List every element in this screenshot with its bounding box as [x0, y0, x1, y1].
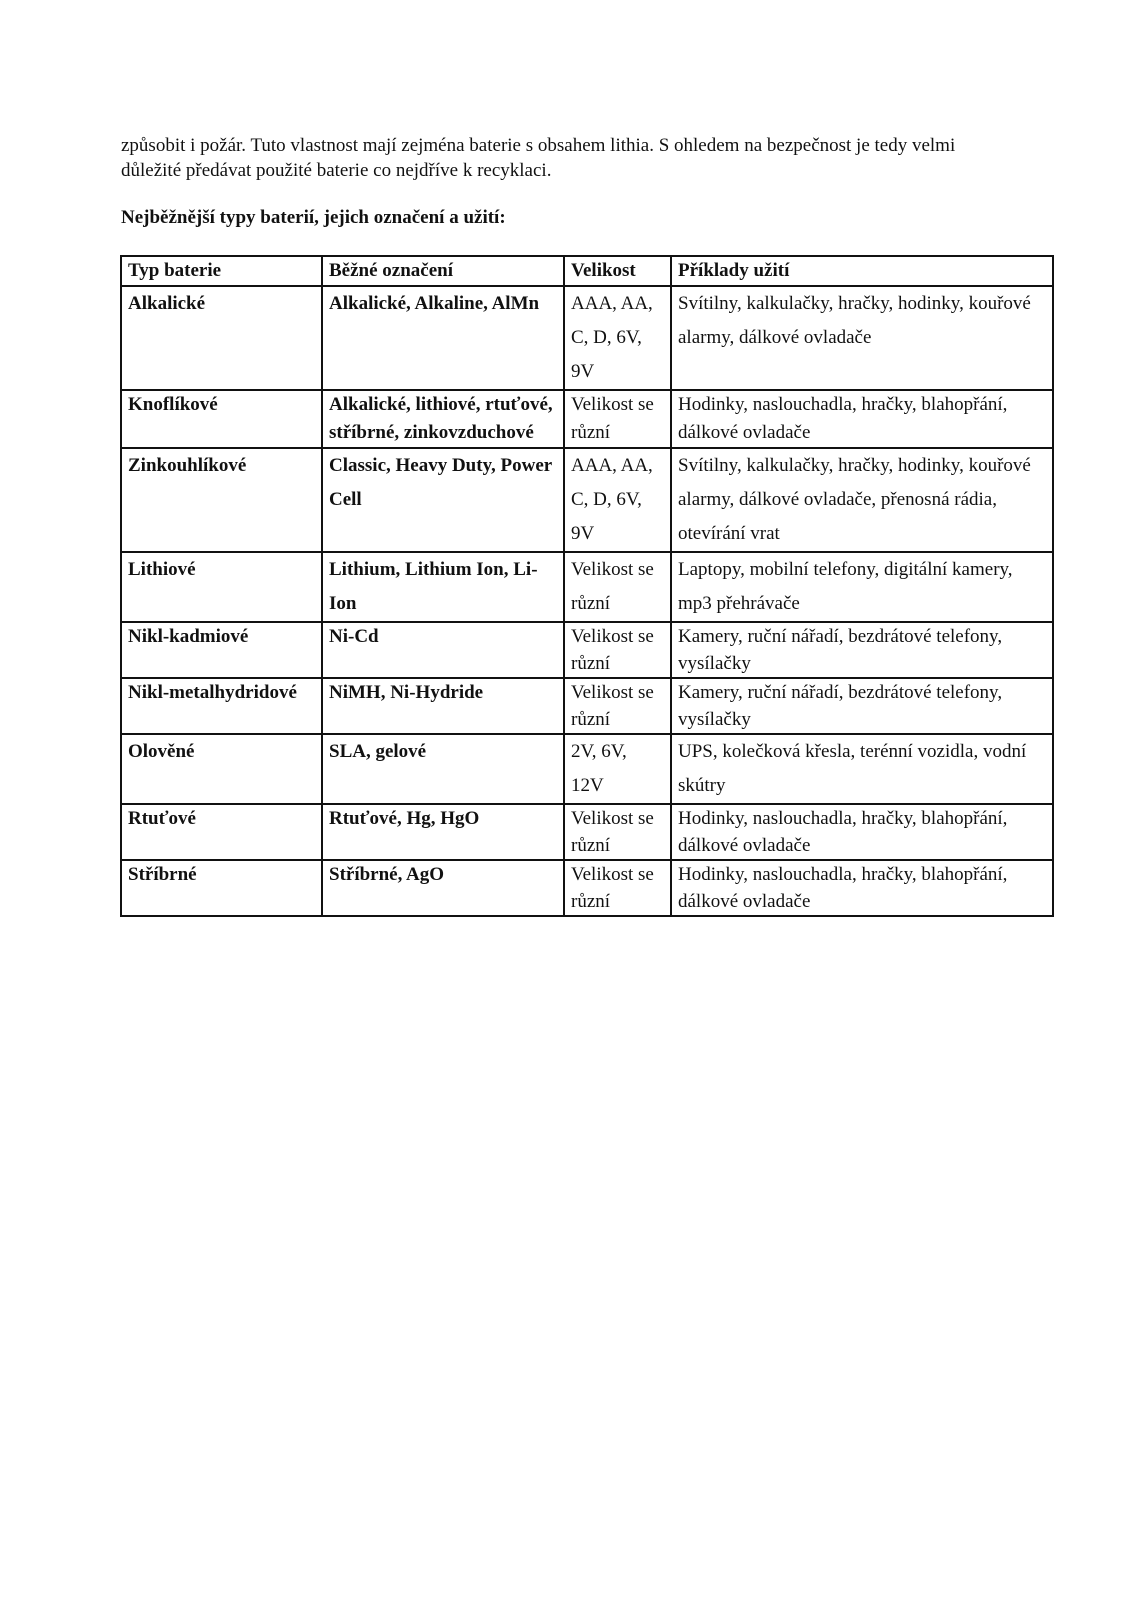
- cell-label: Alkalické, Alkaline, AlMn: [322, 286, 564, 390]
- table-row: [121, 390, 1053, 448]
- cell-uses: Hodinky, naslouchadla, hračky, blahopřání, dálkové ovladače: [671, 860, 1053, 916]
- table-row: [121, 860, 1053, 916]
- cell-label: Alkalické, lithiové, rtuťové, stříbrné, zinkovzduchové: [322, 390, 564, 448]
- header-label: Běžné označení: [322, 256, 564, 286]
- cell-size: 2V, 6V, 12V: [564, 734, 671, 804]
- cell-size: AAA, AA, C, D, 6V, 9V: [564, 448, 671, 552]
- cell-uses: Svítilny, kalkulačky, hračky, hodinky, kouřové alarmy, dálkové ovladače, přenosná rádia, otevírání vrat: [671, 448, 1053, 552]
- cell-label: Ni-Cd: [322, 622, 564, 678]
- cell-uses: Kamery, ruční nářadí, bezdrátové telefony, vysílačky: [671, 622, 1053, 678]
- cell-uses: Hodinky, naslouchadla, hračky, blahopřání, dálkové ovladače: [671, 804, 1053, 860]
- cell-label: Rtuťové, Hg, HgO: [322, 804, 564, 860]
- cell-uses: Kamery, ruční nářadí, bezdrátové telefony, vysílačky: [671, 678, 1053, 734]
- cell-type: Zinkouhlíkové: [121, 448, 322, 552]
- cell-uses: Hodinky, naslouchadla, hračky, blahopřání, dálkové ovladače: [671, 390, 1053, 448]
- table-row: [121, 734, 1053, 804]
- cell-type: Olověné: [121, 734, 322, 804]
- cell-type: Nikl-metalhydridové: [121, 678, 322, 734]
- table-row: [121, 552, 1053, 622]
- cell-type: Alkalické: [121, 286, 322, 390]
- cell-label: Stříbrné, AgO: [322, 860, 564, 916]
- table-row: [121, 622, 1053, 678]
- intro-line-2: důležité předávat použité baterie co nejdříve k recyklaci.: [121, 160, 552, 181]
- cell-size: Velikost se různí: [564, 622, 671, 678]
- cell-type: Nikl-kadmiové: [121, 622, 322, 678]
- cell-size: Velikost se různí: [564, 860, 671, 916]
- header-type: Typ baterie: [121, 256, 322, 286]
- intro-line-1: způsobit i požár. Tuto vlastnost mají zejména baterie s obsahem lithia. S ohledem na bezpečnost je tedy velmi: [121, 135, 956, 156]
- intro-paragraph: [121, 133, 1051, 183]
- cell-uses: Svítilny, kalkulačky, hračky, hodinky, kouřové alarmy, dálkové ovladače: [671, 286, 1053, 390]
- cell-type: Stříbrné: [121, 860, 322, 916]
- cell-uses: Laptopy, mobilní telefony, digitální kamery, mp3 přehrávače: [671, 552, 1053, 622]
- cell-label: SLA, gelové: [322, 734, 564, 804]
- cell-label: Classic, Heavy Duty, Power Cell: [322, 448, 564, 552]
- cell-label: Lithium, Lithium Ion, Li-Ion: [322, 552, 564, 622]
- header-size: Velikost: [564, 256, 671, 286]
- section-heading: Nejběžnější typy baterií, jejich označení a užití:: [121, 207, 506, 228]
- cell-size: Velikost se různí: [564, 678, 671, 734]
- cell-size: AAA, AA, C, D, 6V, 9V: [564, 286, 671, 390]
- table-row: [121, 804, 1053, 860]
- table-header-row: [121, 256, 1053, 286]
- cell-size: Velikost se různí: [564, 390, 671, 448]
- header-uses: Příklady užití: [671, 256, 1053, 286]
- cell-size: Velikost se různí: [564, 804, 671, 860]
- cell-type: Lithiové: [121, 552, 322, 622]
- cell-size: Velikost se různí: [564, 552, 671, 622]
- cell-label: NiMH, Ni-Hydride: [322, 678, 564, 734]
- table-row: [121, 286, 1053, 390]
- cell-type: Knoflíkové: [121, 390, 322, 448]
- table-row: [121, 678, 1053, 734]
- battery-types-table: [120, 255, 1054, 917]
- cell-uses: UPS, kolečková křesla, terénní vozidla, vodní skútry: [671, 734, 1053, 804]
- cell-type: Rtuťové: [121, 804, 322, 860]
- table-row: [121, 448, 1053, 552]
